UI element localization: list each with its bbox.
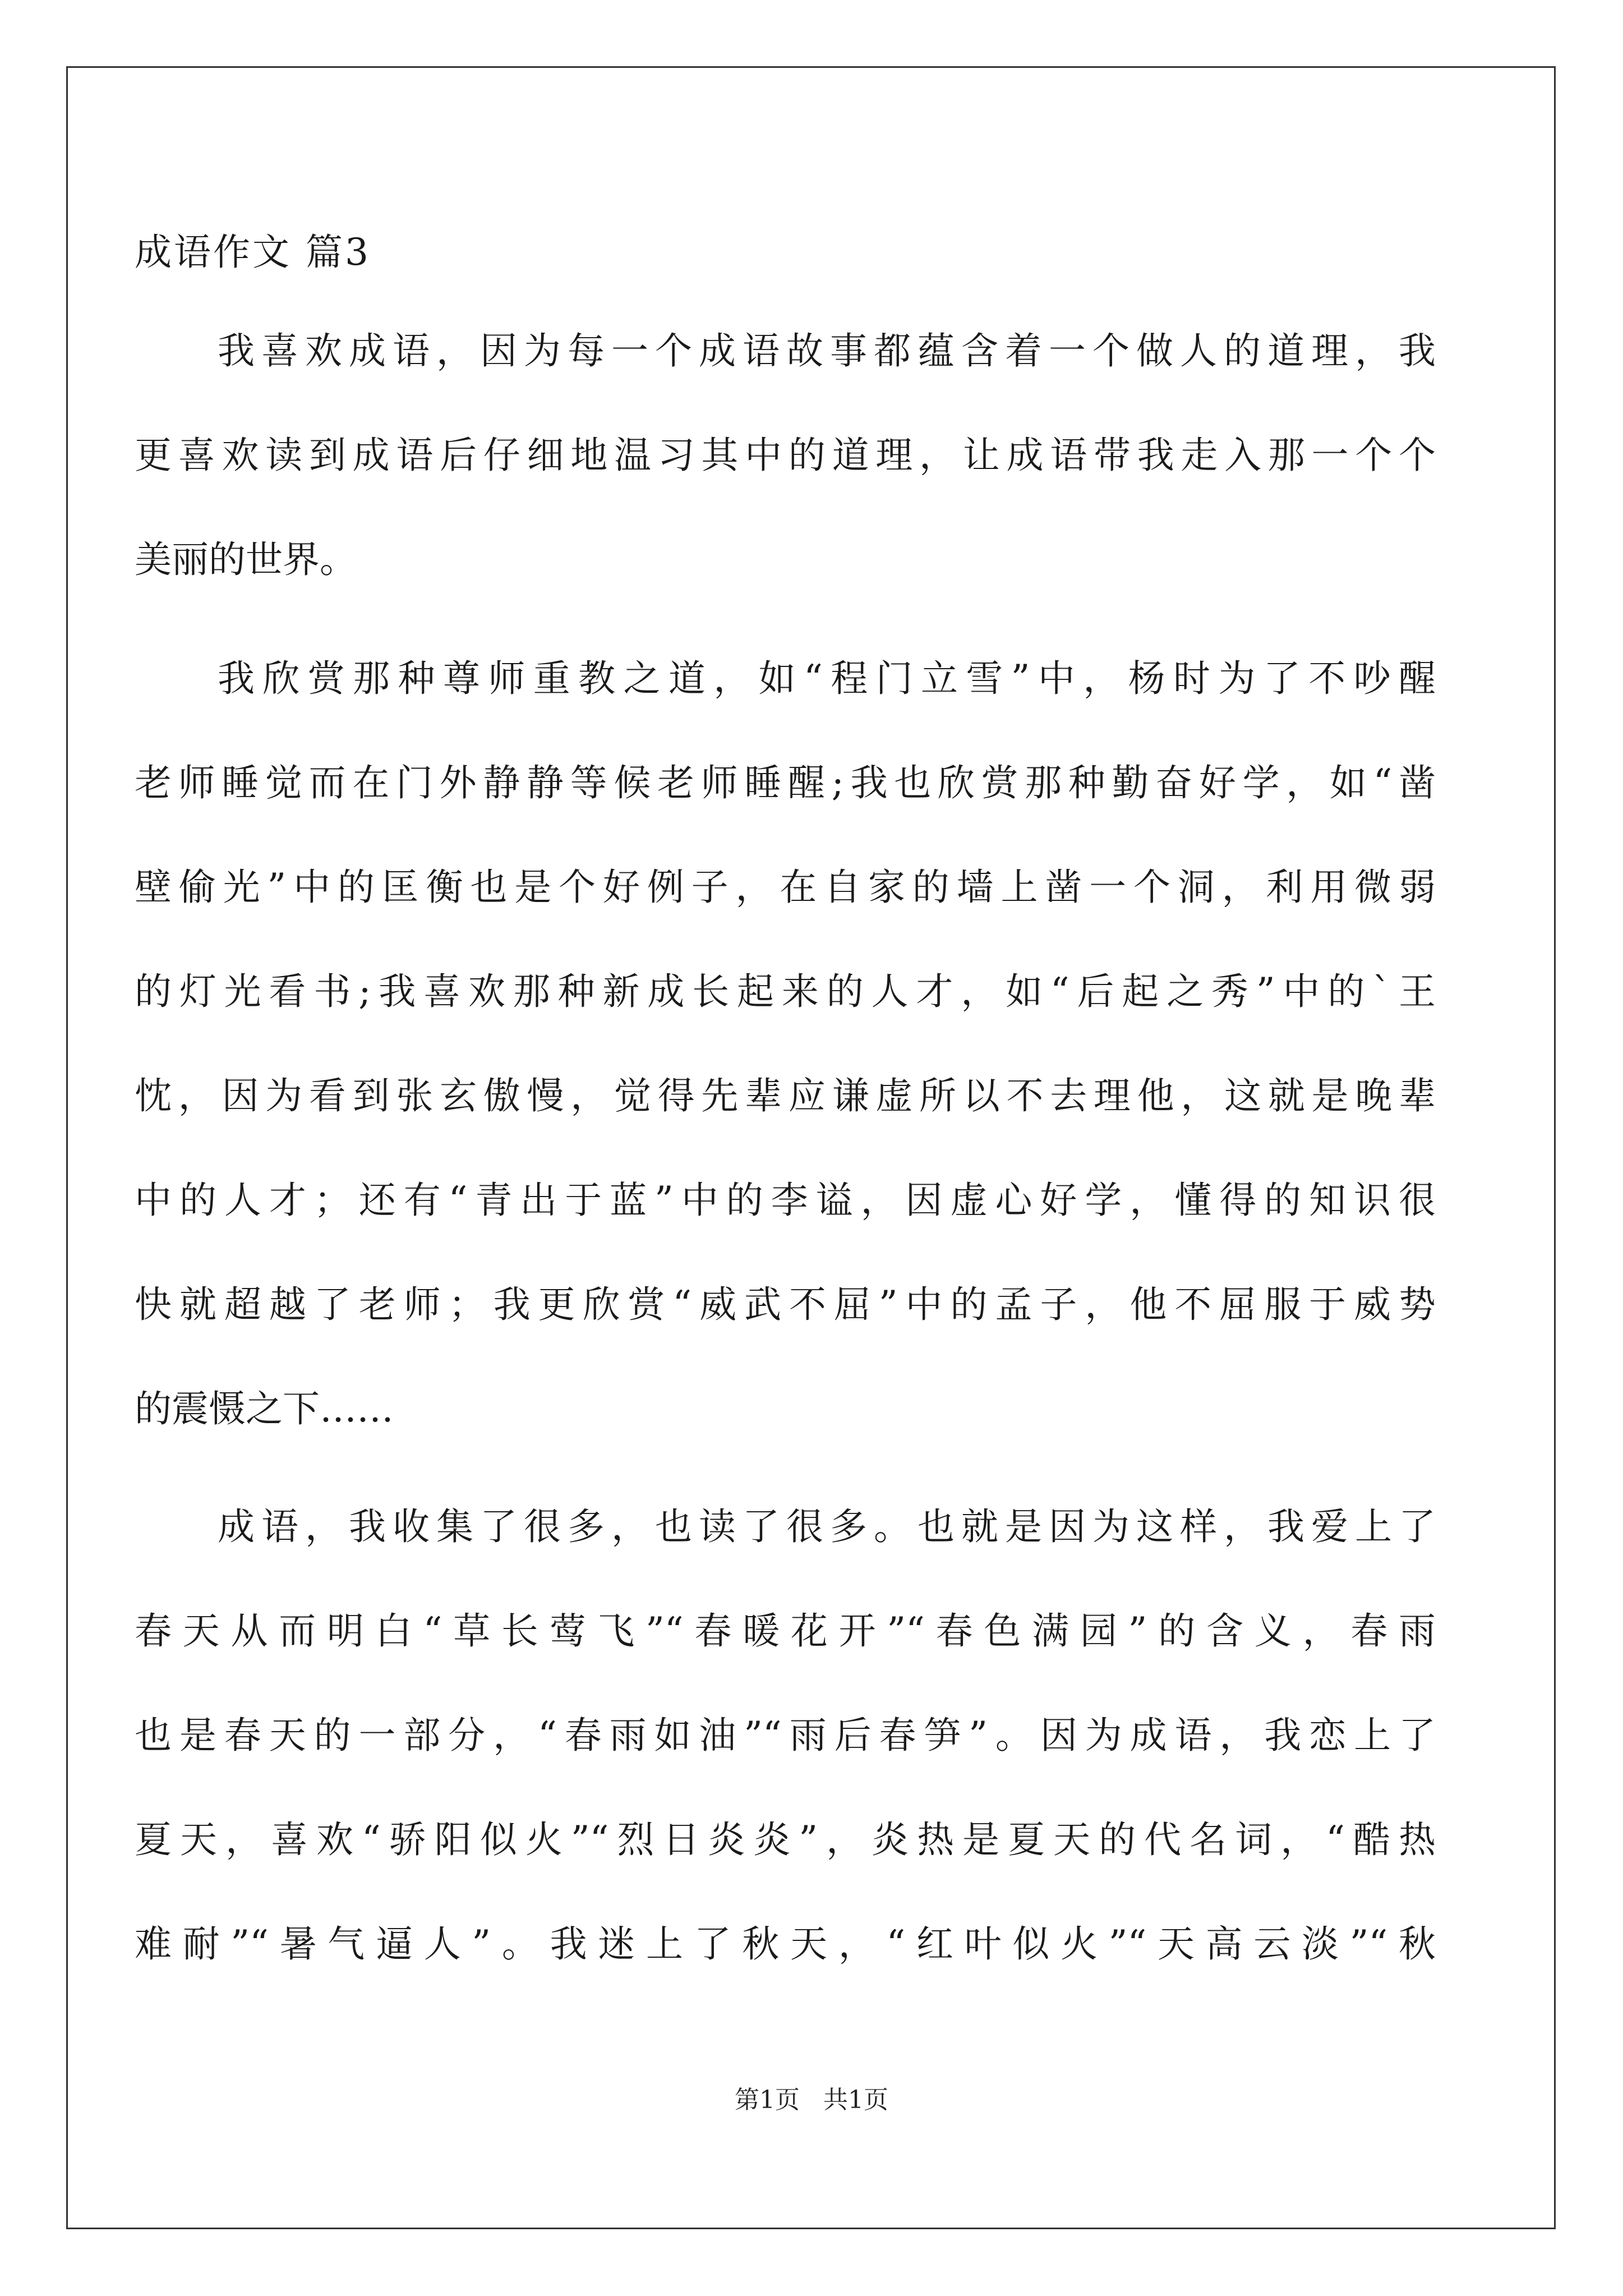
text-line: 也是春天的一部分，“春雨如油”“雨后春笋”。因为成语，我恋上了 — [135, 1714, 1436, 1757]
text-line: 快就超越了老师；我更欣赏“威武不屈”中的孟子，他不屈服于威势 — [135, 1283, 1436, 1326]
text-line: 春天从而明白“草长莺飞”“春暖花开”“春色满园”的含义，春雨 — [135, 1609, 1436, 1653]
page-number: 第1页 — [735, 2086, 800, 2114]
text-line: 壁偷光”中的匡衡也是个好例子，在自家的墙上凿一个洞，利用微弱 — [135, 866, 1436, 909]
text-line: 的灯光看书;我喜欢那种新成长起来的人才，如“后起之秀”中的`王 — [135, 970, 1436, 1013]
document-title: 成语作文 篇3 — [135, 231, 371, 274]
page-border — [66, 66, 1556, 2229]
text-line: 更喜欢读到成语后仔细地温习其中的道理，让成语带我走入那一个个 — [135, 434, 1436, 477]
page-footer — [0, 2083, 1623, 2117]
text-line: 的震慑之下…… — [135, 1387, 394, 1430]
text-line: 难耐”“暑气逼人”。我迷上了秋天，“红叶似火”“天高云淡”“秋 — [135, 1922, 1436, 1966]
text-line: 忱，因为看到张玄傲慢，觉得先辈应谦虚所以不去理他，这就是晚辈 — [135, 1074, 1436, 1117]
text-line: 夏天，喜欢“骄阳似火”“烈日炎炎”，炎热是夏天的代名词，“酷热 — [135, 1818, 1436, 1861]
text-line: 老师睡觉而在门外静静等候老师睡醒;我也欣赏那种勤奋好学，如“凿 — [135, 761, 1436, 804]
text-line: 我喜欢成语，因为每一个成语故事都蕴含着一个做人的道理，我 — [218, 329, 1436, 372]
text-line: 我欣赏那种尊师重教之道，如“程门立雪”中，杨时为了不吵醒 — [218, 657, 1436, 700]
text-line: 中的人才；还有“青出于蓝”中的李谥，因虚心好学，懂得的知识很 — [135, 1179, 1436, 1222]
page-total: 共1页 — [823, 2086, 888, 2114]
text-line: 美丽的世界。 — [135, 538, 357, 581]
text-line: 成语，我收集了很多，也读了很多。也就是因为这样，我爱上了 — [218, 1505, 1436, 1548]
